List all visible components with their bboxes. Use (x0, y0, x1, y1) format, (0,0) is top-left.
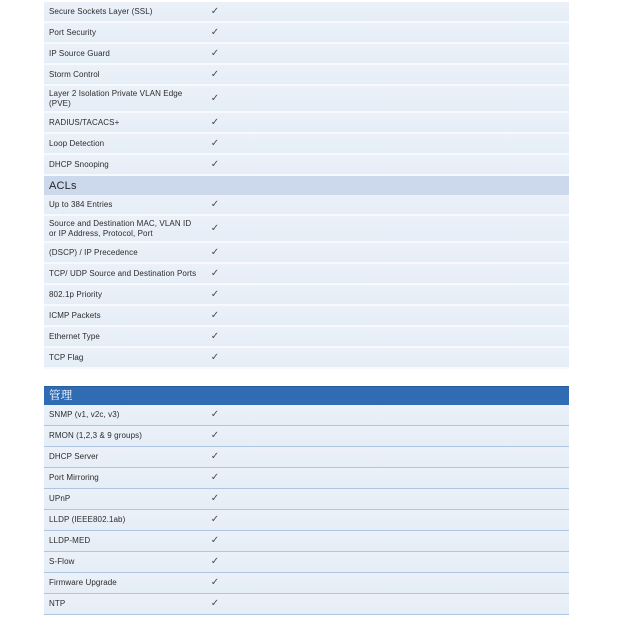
table-row (44, 447, 569, 468)
table-row (44, 65, 569, 86)
check-icon: ✓ (210, 158, 220, 170)
feature-label: Port Security (49, 27, 97, 37)
table-row (44, 113, 569, 134)
check-icon: ✓ (210, 5, 220, 17)
feature-label: NTP (49, 599, 66, 609)
section-header-acls (44, 176, 569, 195)
feature-label: Ethernet Type (49, 331, 100, 341)
check-icon: ✓ (210, 330, 220, 342)
check-icon: ✓ (210, 137, 220, 149)
check-icon: ✓ (210, 267, 220, 279)
check-icon: ✓ (210, 409, 220, 420)
table-row (44, 306, 569, 327)
feature-label: S-Flow (49, 557, 75, 567)
check-icon: ✓ (210, 351, 220, 363)
check-icon: ✓ (210, 26, 220, 38)
feature-label: Firmware Upgrade (49, 578, 117, 588)
feature-label: UPnP (49, 494, 71, 504)
feature-label: 802.1p Priority (49, 289, 103, 299)
check-icon: ✓ (210, 288, 220, 300)
table-row (44, 134, 569, 155)
feature-label: Up to 384 Entries (49, 199, 113, 209)
table-row (44, 195, 569, 216)
check-icon: ✓ (210, 598, 220, 609)
feature-label: (DSCP) / IP Precedence (49, 247, 138, 257)
check-icon: ✓ (210, 472, 220, 483)
check-icon: ✓ (210, 68, 220, 80)
feature-label: IP Source Guard (49, 48, 110, 58)
check-icon: ✓ (210, 309, 220, 321)
check-icon: ✓ (210, 92, 220, 104)
spec-tables (44, 2, 569, 615)
table-row (44, 510, 569, 531)
feature-label: DHCP Snooping (49, 159, 109, 169)
feature-label: DHCP Server (49, 452, 99, 462)
section-header-label: 管理 (49, 390, 73, 402)
check-icon: ✓ (210, 430, 220, 441)
table-row (44, 327, 569, 348)
feature-label: SNMP (v1, v2c, v3) (49, 410, 120, 420)
check-icon: ✓ (210, 451, 220, 462)
feature-label: TCP Flag (49, 352, 84, 362)
feature-label: LLDP-MED (49, 536, 91, 546)
table-row (44, 594, 569, 615)
feature-label: TCP/ UDP Source and Destination Ports (49, 268, 197, 278)
feature-label: ICMP Packets (49, 310, 101, 320)
table-row (44, 405, 569, 426)
feature-label: RMON (1,2,3 & 9 groups) (49, 431, 142, 441)
table-row (44, 243, 569, 264)
feature-label: LLDP (IEEE802.1ab) (49, 515, 126, 525)
table-row (44, 489, 569, 510)
table-row (44, 155, 569, 176)
table-row (44, 216, 569, 243)
feature-label: Layer 2 Isolation Private VLAN Edge (PVE) (49, 89, 183, 108)
check-icon: ✓ (210, 556, 220, 567)
check-icon: ✓ (210, 493, 220, 504)
check-icon: ✓ (210, 246, 220, 258)
table-row (44, 285, 569, 306)
table-row (44, 552, 569, 573)
check-icon: ✓ (210, 198, 220, 210)
table-row (44, 264, 569, 285)
feature-label: Storm Control (49, 69, 100, 79)
management-table (44, 386, 569, 615)
feature-label: Loop Detection (49, 138, 105, 148)
security-features-table (44, 2, 569, 369)
check-icon: ✓ (210, 47, 220, 59)
feature-label: Secure Sockets Layer (SSL) (49, 6, 153, 16)
section-header-label: ACLs (49, 179, 77, 192)
table-row (44, 426, 569, 447)
feature-label: RADIUS/TACACS+ (49, 117, 120, 127)
feature-label: Source and Destination MAC, VLAN ID or IP Address, Protocol, Port (49, 219, 192, 238)
feature-label: Port Mirroring (49, 473, 99, 483)
check-icon: ✓ (210, 577, 220, 588)
check-icon: ✓ (210, 535, 220, 546)
table-row (44, 23, 569, 44)
table-row (44, 2, 569, 23)
table-row (44, 348, 569, 369)
check-icon: ✓ (210, 222, 220, 234)
table-row (44, 573, 569, 594)
section-header-管理 (44, 386, 569, 405)
table-row (44, 468, 569, 489)
table-row (44, 86, 569, 113)
table-row (44, 531, 569, 552)
check-icon: ✓ (210, 514, 220, 525)
table-row (44, 44, 569, 65)
check-icon: ✓ (210, 116, 220, 128)
